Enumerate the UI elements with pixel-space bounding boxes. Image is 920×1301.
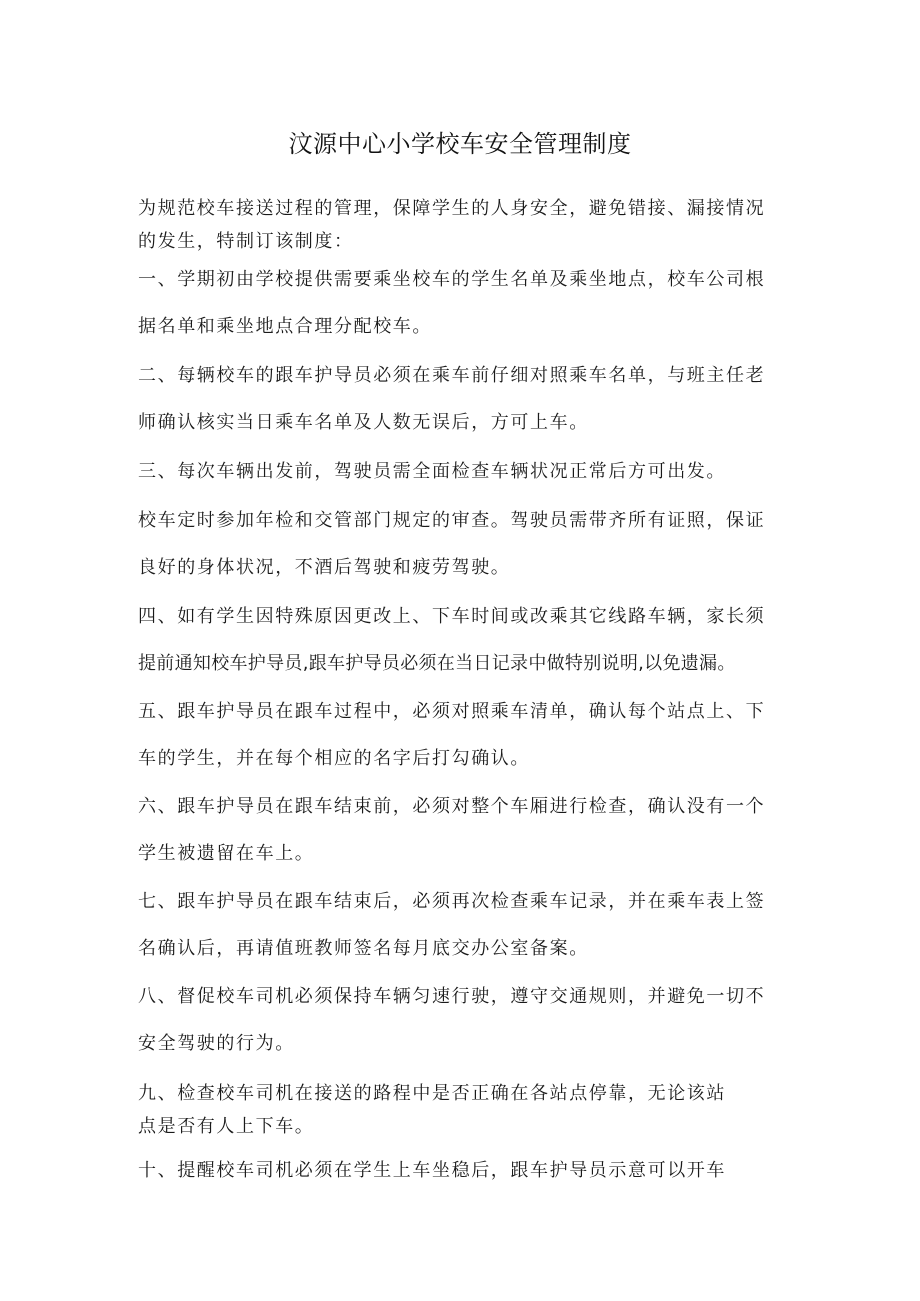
paragraph-item-9	[138, 1077, 794, 1143]
paragraph-line: 安全驾驶的行为。	[138, 1033, 295, 1054]
paragraph-line: 五、跟车护导员在跟车过程中，必须对照乘车清单，确认每个站点上、下	[138, 701, 766, 722]
paragraph-line: 六、跟车护导员在跟车结束前，必须对整个车厢进行检查，确认没有一个	[138, 796, 766, 817]
paragraph-line: 名确认后，再请值班教师签名每月底交办公室备案。	[138, 938, 589, 959]
paragraph-line: 二、每辆校车的跟车护导员必须在乘车前仔细对照乘车名单，与班主任老	[138, 365, 766, 386]
paragraph-item-2	[138, 352, 794, 446]
paragraph-line: 校车定时参加年检和交管部门规定的审查。驾驶员需带齐所有证照，保证	[138, 510, 766, 531]
paragraph-line: 学生被遗留在车上。	[138, 843, 315, 864]
paragraph-line: 一、学期初由学校提供需要乘坐校车的学生名单及乘坐地点，校车公司根	[138, 269, 766, 290]
paragraph-line: 八、督促校车司机必须保持车辆匀速行驶，遵守交通规则，并避免一切不	[138, 986, 766, 1007]
paragraph-item-6	[138, 783, 794, 877]
paragraph-line: 据名单和乘坐地点合理分配校车。	[138, 316, 432, 337]
paragraph-line: 提前通知校车护导员,跟车护导员必须在当日记录中做特别说明,以免遗漏。	[138, 653, 736, 674]
paragraph-line: 十、提醒校车司机必须在学生上车坐稳后，跟车护导员示意可以开车	[138, 1160, 726, 1181]
document-title: 汶源中心小学校车安全管理制度	[288, 130, 632, 158]
paragraph-item-3	[138, 448, 794, 495]
paragraph-line: 点是否有人上下车。	[138, 1116, 315, 1137]
paragraph-item-10	[138, 1147, 794, 1194]
paragraph-line: 九、检查校车司机在接送的路程中是否正确在各站点停靠，无论该站	[138, 1083, 726, 1104]
paragraph-line: 车的学生，并在每个相应的名字后打勾确认。	[138, 748, 530, 769]
paragraph-line: 良好的身体状况，不酒后驾驶和疲劳驾驶。	[138, 557, 511, 578]
paragraph-line: 师确认核实当日乘车名单及人数无误后，方可上车。	[138, 412, 589, 433]
paragraph-item-7	[138, 878, 794, 972]
paragraph-item-4	[138, 593, 794, 687]
paragraph-line: 四、如有学生因特殊原因更改上、下车时间或改乘其它线路车辆，家长须	[138, 606, 766, 627]
paragraph-line: 三、每次车辆出发前，驾驶员需全面检查车辆状况正常后方可出发。	[138, 461, 726, 482]
paragraph-line: 七、跟车护导员在跟车结束后，必须再次检查乘车记录，并在乘车表上签	[138, 891, 766, 912]
paragraph-item-8	[138, 973, 794, 1067]
paragraph-vehicle-inspection	[138, 497, 794, 591]
paragraph-line: 为规范校车接送过程的管理，保障学生的人身安全，避免错接、漏接情况	[138, 198, 766, 219]
paragraph-item-1	[138, 256, 794, 350]
paragraph-line: 的发生，特制订该制度：	[138, 231, 354, 252]
paragraph-intro	[138, 192, 794, 258]
paragraph-item-5	[138, 688, 794, 782]
